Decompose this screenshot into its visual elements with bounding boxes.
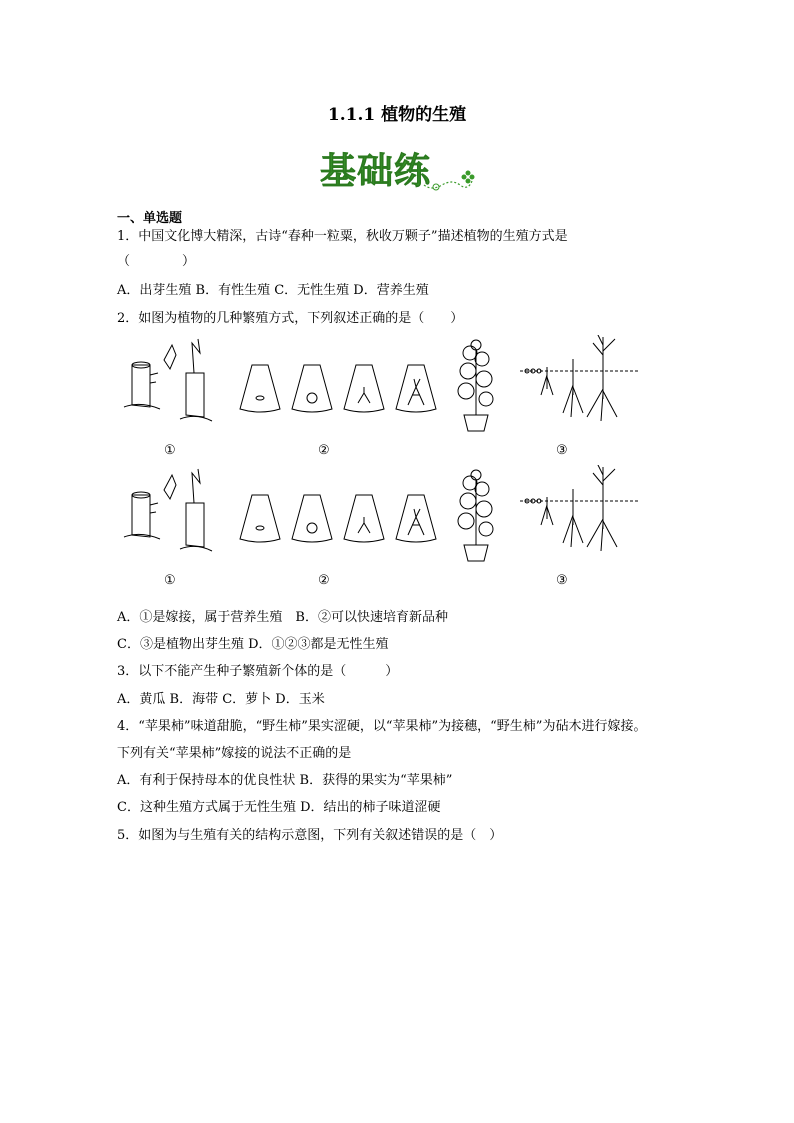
q2-stem: 2．如图为植物的几种繁殖方式，下列叙述正确的是（ ）	[117, 311, 464, 326]
q3-options: A．黄瓜 B．海带 C．萝卜 D．玉米	[117, 692, 325, 707]
q4-options-line2: C．这种生殖方式属于无性生殖 D．结出的柿子味道涩硬	[117, 800, 441, 815]
basic-practice-badge	[318, 143, 478, 193]
q2-options-line1: A．①是嫁接，属于营养生殖 B．②可以快速培育新品种	[117, 610, 448, 625]
q4-stem-line2: 下列有关“苹果柿”嫁接的说法不正确的是	[117, 746, 352, 761]
propagation-illustration	[120, 335, 680, 455]
figure-label-2: ②	[318, 573, 330, 588]
q4-stem-line1: 4．“苹果柿”味道甜脆，“野生柿”果实涩硬，以“苹果柿”为接穗，“野生柿”为砧木进行嫁接。	[117, 719, 647, 734]
q4-options-line1: A．有利于保持母本的优良性状 B．获得的果实为“苹果柿”	[117, 773, 453, 788]
page-title: 1.1.1 植物的生殖	[327, 105, 467, 125]
q5-stem: 5．如图为与生殖有关的结构示意图，下列有关叙述错误的是（ ）	[117, 828, 503, 843]
q1-stem: 1．中国文化博大精深，古诗“春种一粒粟，秋收万颗子”描述植物的生殖方式是	[117, 229, 568, 244]
q1-options: A．出芽生殖 B．有性生殖 C．无性生殖 D．营养生殖	[117, 283, 429, 298]
q2-figure-1	[120, 335, 680, 458]
figure-label-1: ①	[164, 443, 176, 458]
propagation-illustration-duplicate	[120, 465, 680, 585]
section-heading: 一、单选题	[117, 211, 183, 226]
figure-label-1: ①	[164, 573, 176, 588]
flower-vine-icon	[422, 163, 482, 193]
badge-text: 基础练	[320, 151, 432, 192]
q2-options-line2: C．③是植物出芽生殖 D．①②③都是无性生殖	[117, 637, 389, 652]
figure-label-3: ③	[556, 573, 568, 588]
q2-figure-2	[120, 465, 680, 588]
figure-label-2: ②	[318, 443, 330, 458]
q1-paren: （ ）	[117, 254, 196, 269]
q3-stem: 3．以下不能产生种子繁殖新个体的是（ ）	[117, 664, 399, 679]
figure-label-3: ③	[556, 443, 568, 458]
